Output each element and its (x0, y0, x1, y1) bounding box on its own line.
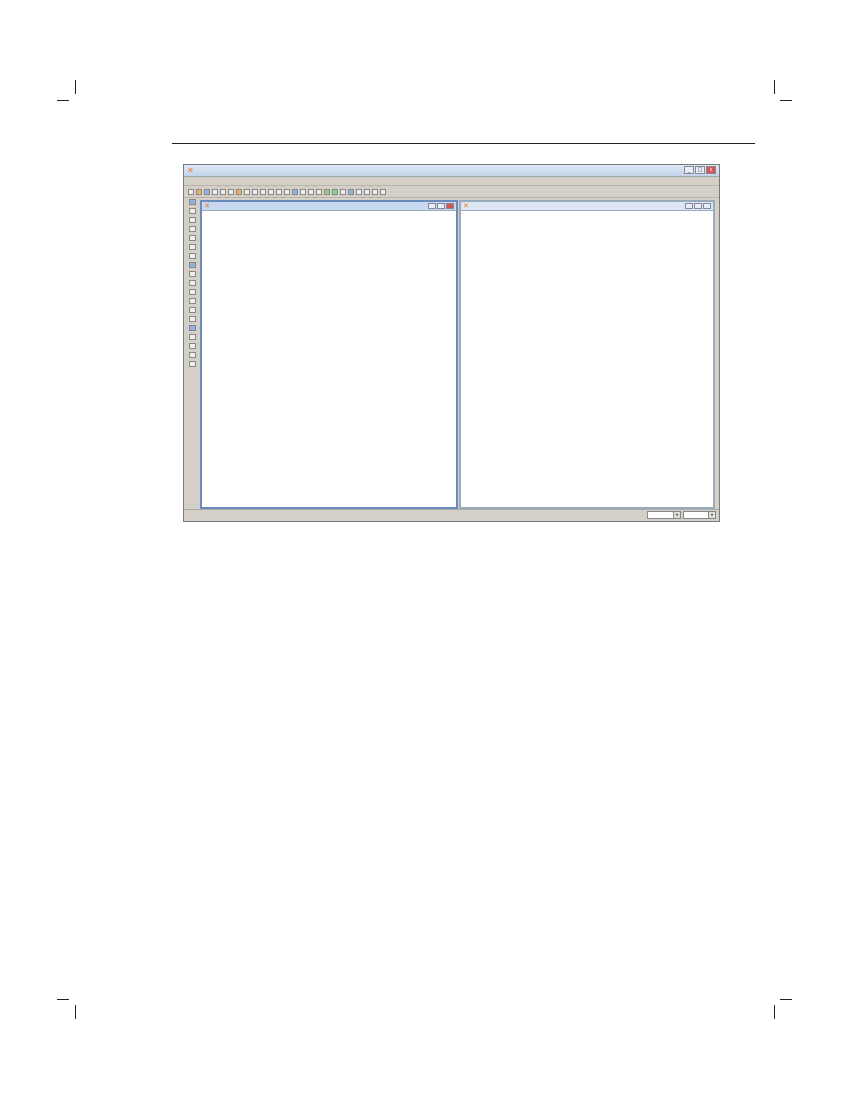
pane-minimize-button[interactable] (685, 203, 693, 209)
xz-plane-view[interactable] (200, 200, 458, 509)
undo-icon[interactable] (220, 189, 226, 195)
pane-close-button[interactable] (446, 203, 454, 209)
sap-logo-icon: ✕ (187, 166, 194, 175)
3d-view[interactable] (459, 200, 715, 509)
maximize-button[interactable]: □ (695, 166, 705, 174)
draw-brace-icon[interactable] (189, 244, 196, 250)
snap-perpendicular-icon[interactable] (189, 361, 196, 367)
close-button[interactable]: x (706, 166, 716, 174)
run-icon[interactable] (244, 189, 250, 195)
view-xz-icon[interactable] (308, 189, 314, 195)
main-toolbar (184, 185, 719, 198)
3d-truss-drawing (461, 211, 713, 503)
crop-mark (57, 999, 69, 1000)
list-item-text (300, 724, 780, 736)
select-all-icon[interactable] (189, 289, 196, 295)
header-rule (172, 143, 755, 144)
shrink-icon[interactable] (348, 189, 354, 195)
intersect-icon[interactable] (189, 316, 196, 322)
draw-solid-icon[interactable] (189, 280, 196, 286)
units-select[interactable] (683, 511, 716, 519)
chevron-down-icon: ▾ (708, 512, 715, 518)
draw-rect-area-icon[interactable] (189, 262, 196, 268)
crop-mark (57, 100, 69, 101)
snap-joint-icon[interactable] (189, 325, 196, 331)
refresh-icon[interactable] (284, 189, 290, 195)
crop-mark (774, 80, 775, 94)
pane-titlebar (461, 202, 713, 211)
zoom-icon[interactable] (252, 189, 258, 195)
redo-icon[interactable] (228, 189, 234, 195)
reshape-icon[interactable] (189, 208, 196, 214)
pane-maximize-button[interactable] (694, 203, 702, 209)
sap2000-screenshot (183, 164, 720, 522)
display-icon[interactable] (340, 189, 346, 195)
view-yz-icon[interactable] (316, 189, 322, 195)
left-toolbar (186, 199, 198, 509)
crop-mark (780, 999, 792, 1000)
chevron-down-icon: ▾ (673, 512, 680, 518)
print-icon[interactable] (212, 189, 218, 195)
pane-minimize-button[interactable] (428, 203, 436, 209)
view-xy-icon[interactable] (300, 189, 306, 195)
quick-frame-icon[interactable] (189, 235, 196, 241)
pane-close-button[interactable] (703, 203, 711, 209)
forces-icon[interactable] (372, 189, 378, 195)
crop-mark (75, 80, 76, 94)
minimize-button[interactable]: _ (684, 166, 694, 174)
deformed-icon[interactable] (364, 189, 370, 195)
save-icon[interactable] (204, 189, 210, 195)
draw-area-icon[interactable] (189, 253, 196, 259)
set-display-icon[interactable] (356, 189, 362, 195)
pointer-icon[interactable] (189, 199, 196, 205)
snap-middle-icon[interactable] (189, 343, 196, 349)
snap-intersection-icon[interactable] (189, 352, 196, 358)
view-3d-icon[interactable] (292, 189, 298, 195)
lock-icon[interactable] (236, 189, 242, 195)
get-previous-icon[interactable] (189, 298, 196, 304)
xz-plane-drawing (202, 211, 456, 503)
menu-bar (184, 176, 719, 185)
pane-titlebar (202, 202, 456, 211)
status-bar (184, 509, 719, 521)
pane-maximize-button[interactable] (437, 203, 445, 209)
draw-frame-icon[interactable] (189, 226, 196, 232)
crop-mark (774, 1005, 775, 1019)
clear-selection-icon[interactable] (189, 307, 196, 313)
coordinate-system-select[interactable] (647, 511, 681, 519)
sap-logo-icon: ✕ (204, 202, 210, 210)
draw-joint-icon[interactable] (189, 217, 196, 223)
snap-end-icon[interactable] (189, 334, 196, 340)
up-icon[interactable] (324, 189, 330, 195)
new-icon[interactable] (188, 189, 194, 195)
zoom-in-icon[interactable] (260, 189, 266, 195)
open-icon[interactable] (196, 189, 202, 195)
crop-mark (75, 1005, 76, 1019)
quick-area-icon[interactable] (189, 271, 196, 277)
down-icon[interactable] (332, 189, 338, 195)
pan-icon[interactable] (276, 189, 282, 195)
design-icon[interactable] (380, 189, 386, 195)
zoom-out-icon[interactable] (268, 189, 274, 195)
sap-logo-icon: ✕ (463, 202, 469, 210)
crop-mark (780, 100, 792, 101)
